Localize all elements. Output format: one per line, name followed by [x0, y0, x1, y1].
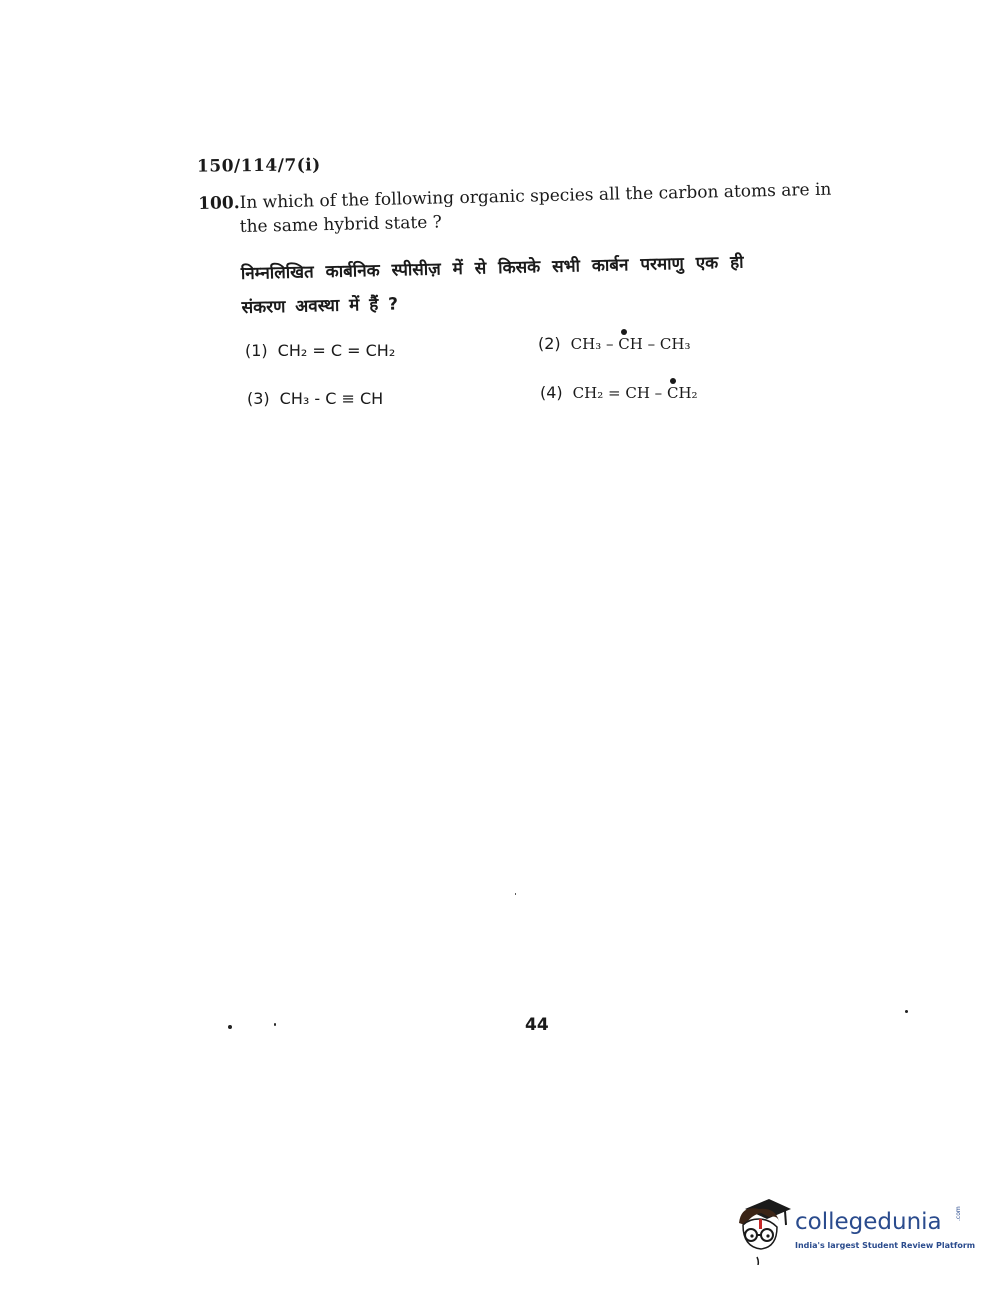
logo-dotcom: .com [955, 1206, 962, 1221]
option-1-formula: CH₂ = C = CH₂ [277, 341, 396, 360]
option-2-formula-pre: CH₃ – [570, 335, 619, 353]
question-number: 100. [198, 193, 240, 214]
option-4-radical-carbon: C [666, 384, 679, 402]
logo-tagline: India's largest Student Review Platform [795, 1241, 976, 1250]
scan-speck [228, 1025, 232, 1029]
question-hindi-line-1: निम्नलिखित कार्बनिक स्पीसीज़ में से किसके सभी कार्बन परमाणु एक ही [240, 252, 744, 285]
option-4-formula [573, 384, 698, 402]
question-english-text-1: In which of the following organic species all the carbon atoms are in [239, 179, 832, 214]
option-2-formula [571, 335, 691, 353]
scan-speck [515, 893, 516, 895]
option-2-radical-carbon: C [618, 335, 630, 353]
option-3-formula: CH₃ - C ≡ CH [279, 389, 384, 408]
page-number: 44 [525, 1015, 549, 1035]
option-4-label: (4) [540, 383, 563, 402]
option-3 [247, 389, 383, 408]
option-2-label: (2) [538, 334, 561, 353]
option-1 [245, 341, 395, 360]
option-1-label: (1) [245, 341, 268, 360]
option-2-formula-post: H – CH₃ [629, 335, 691, 353]
scan-speck [905, 1010, 908, 1013]
collegedunia-logo [733, 1195, 976, 1265]
question-block [198, 179, 838, 319]
logo-wordmark: collegedunia [795, 1209, 942, 1235]
option-2 [538, 334, 690, 353]
option-4-formula-pre: CH₂ = CH – [572, 384, 667, 402]
scan-speck [274, 1023, 276, 1026]
paper-code: 150/114/7(i) [196, 155, 321, 177]
option-3-label: (3) [247, 389, 270, 408]
question-english-line-1 [198, 180, 832, 214]
option-4-formula-post: H₂ [678, 384, 698, 402]
question-hindi-line-2: संकरण अवस्था में हैं ? [241, 294, 399, 319]
student-mascot-icon [733, 1195, 793, 1265]
option-4 [540, 383, 698, 402]
question-english-line-2: the same hybrid state ? [239, 212, 443, 238]
